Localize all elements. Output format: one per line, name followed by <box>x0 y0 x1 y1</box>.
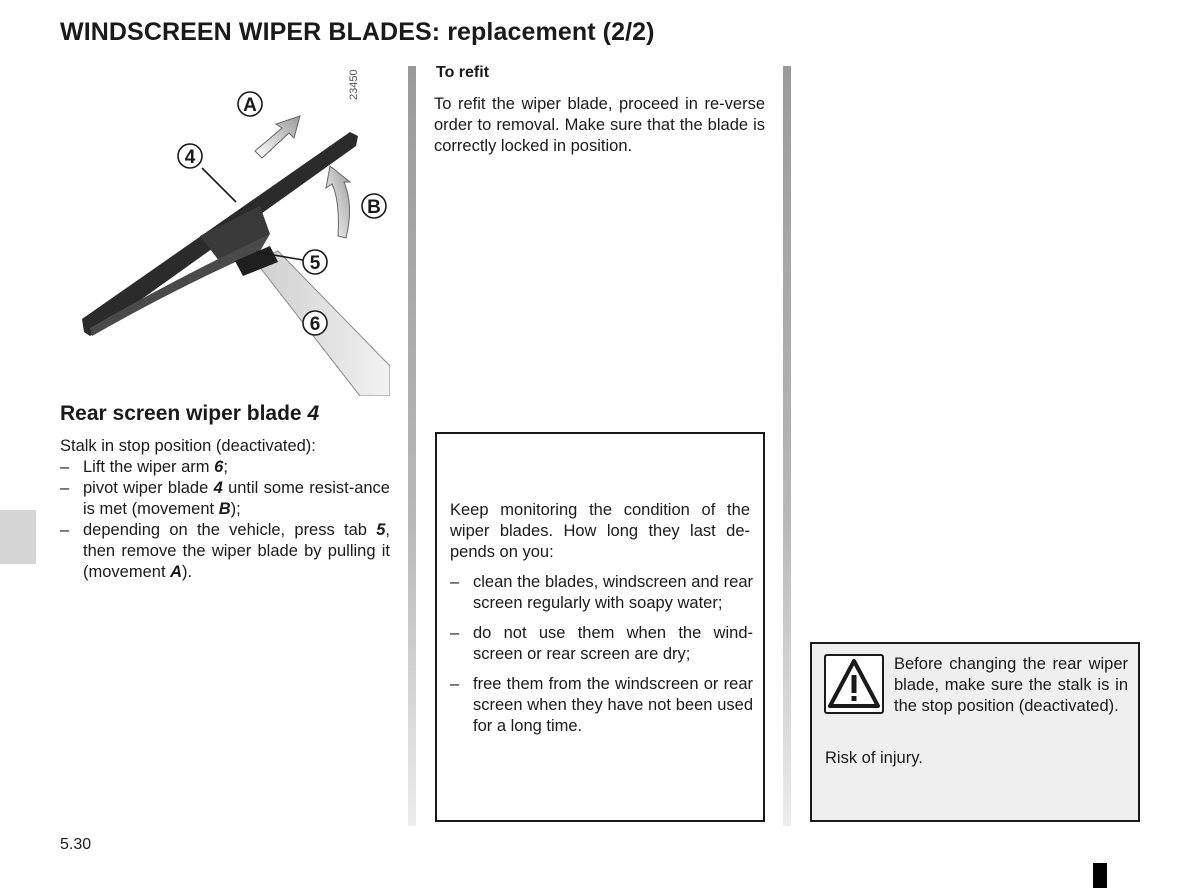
page-number: 5.30 <box>60 836 92 853</box>
corner-mark <box>1093 863 1107 888</box>
list-item <box>450 623 753 665</box>
step-ref: A <box>170 563 183 581</box>
step-ref: 4 <box>213 479 223 497</box>
figure-code: 23450 <box>348 69 360 100</box>
wiper-illustration <box>60 66 390 396</box>
maintenance-info-box <box>435 432 765 822</box>
callout-b-label: B <box>367 197 381 218</box>
blade-frame-lower <box>90 234 270 336</box>
section-heading-text: Rear screen wiper blade <box>60 402 308 425</box>
list-item <box>450 674 753 737</box>
info-list <box>450 572 753 746</box>
list-dash: – <box>60 458 70 476</box>
step-text: ; <box>223 458 228 476</box>
list-dash: – <box>450 624 460 642</box>
section-heading <box>60 402 319 426</box>
list-item-text: do not use them when the wind-screen or rear screen are dry; <box>473 624 753 663</box>
column-divider <box>408 66 416 826</box>
list-dash: – <box>60 479 70 497</box>
leader-line-4 <box>202 168 236 202</box>
list-item <box>60 457 390 478</box>
info-intro: Keep monitoring the condition of the wiper blades. How long they last de-pends on you: <box>450 501 750 561</box>
callout-5-label: 5 <box>309 253 321 274</box>
step-ref: B <box>218 500 231 518</box>
step-text: ). <box>182 563 193 581</box>
refit-heading: To refit <box>436 64 490 81</box>
movement-arrow-a <box>255 116 300 158</box>
warning-triangle-icon <box>824 654 884 714</box>
step-text: depending on the vehicle, press tab <box>83 521 377 539</box>
step-text: until some resist-ance is met (movement <box>83 479 390 518</box>
list-item-text: free them from the windscreen or rear screen when they have not been used for a long time. <box>473 675 753 735</box>
list-item-text: clean the blades, windscreen and rear screen regularly with soapy water; <box>473 573 753 612</box>
removal-steps <box>60 457 390 583</box>
list-dash: – <box>60 521 70 539</box>
list-item <box>60 520 390 583</box>
stalk-intro: Stalk in stop position (deactivated): <box>60 437 316 455</box>
list-item <box>60 478 390 520</box>
column-divider <box>783 66 791 826</box>
movement-arrow-b <box>326 166 350 238</box>
page-title: WINDSCREEN WIPER BLADES: replacement (2/2) <box>60 18 655 46</box>
section-heading-number: 4 <box>307 402 320 425</box>
warning-risk: Risk of injury. <box>825 749 923 767</box>
callout-4-label: 4 <box>184 147 196 168</box>
step-ref: 6 <box>214 458 224 476</box>
list-item <box>450 572 753 614</box>
warning-text: Before changing the rear wiper blade, make sure the stalk is in the stop position (deactivated). <box>894 655 1128 715</box>
list-dash: – <box>450 573 460 591</box>
step-ref: 5 <box>376 521 386 539</box>
step-text: pivot wiper blade <box>83 479 214 497</box>
callout-a-label: A <box>243 95 257 116</box>
step-text: , then remove the wiper blade by pulling it (movement <box>83 521 390 581</box>
step-text: Lift the wiper arm <box>83 458 215 476</box>
list-dash: – <box>450 675 460 693</box>
warning-box <box>810 642 1140 822</box>
chapter-tab <box>0 510 36 564</box>
wiper-blade-diagram <box>60 66 390 396</box>
callout-6-label: 6 <box>309 314 321 335</box>
step-text: ); <box>230 500 241 518</box>
refit-text: To refit the wiper blade, proceed in re-verse order to removal. Make sure that the blade is correctly locked in position. <box>434 95 765 155</box>
